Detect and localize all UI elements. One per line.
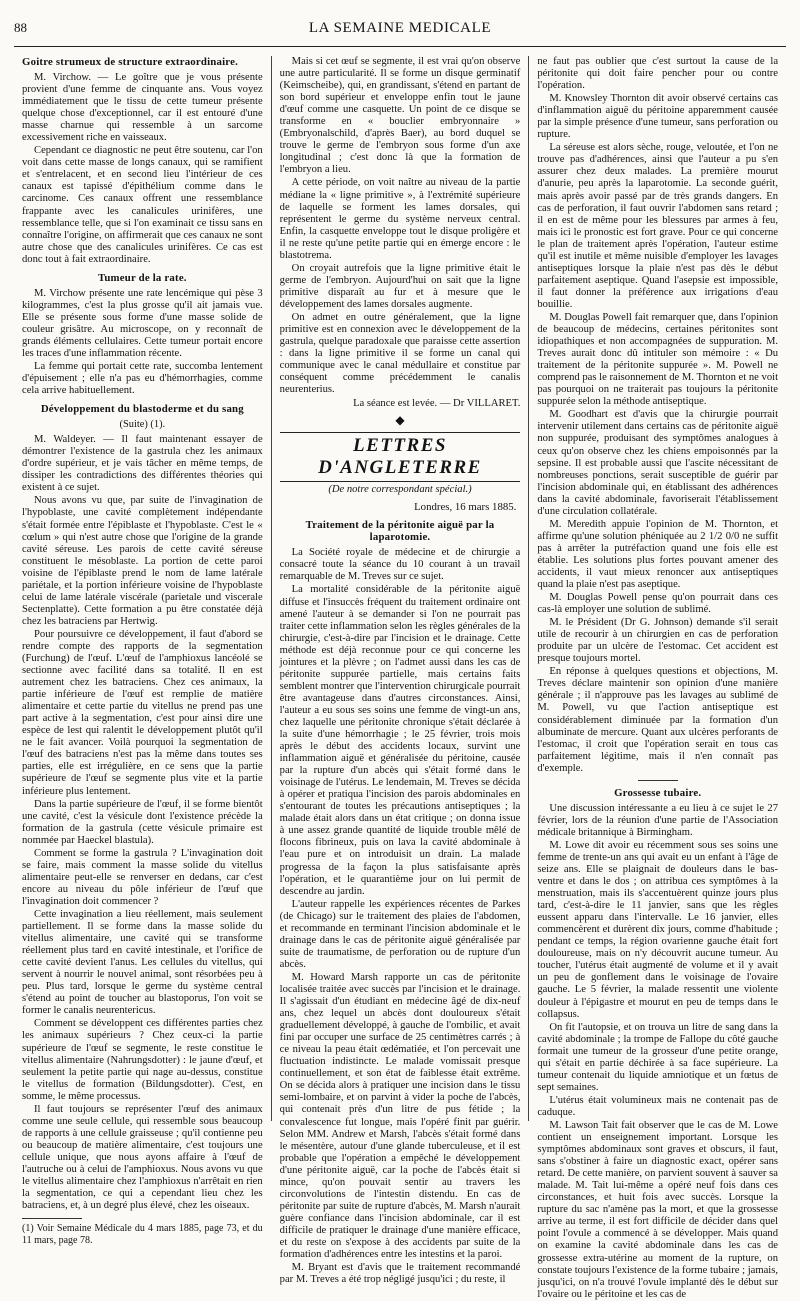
paragraph: Dans la partie supérieure de l'œuf, il se forme bientôt une cavité, c'est la vésicule dont l'existence précède la formation de la gastrula (cette vésicule primaire est nommée par Haeckel blastula). [22,798,263,846]
paragraph: L'utérus était volumineux mais ne contenait pas de caduque. [537,1094,779,1118]
paragraph: Comment se forme la gastrula ? L'invagination doit se faire, mais comment la masse solide du vitellus alimentaire peut-elle se renverser en dedans, car c'est encore au niveau du pôle inférieur de l'œuf que l'invagination doit commencer ? [22,847,263,907]
paragraph: Nous avons vu que, par suite de l'invagination de l'hypoblaste, une cavité complètement indépendante s'était formée entre l'épiblaste et l'hypoblaste. C'est le « cœlum » qui n'est autre chose que l'origine de la grande cavité séreuse. Les parois de cette cavité séreuse constituent le mésoblaste. La portion de cette paroi voisine de l'épiblaste prend le nom de lame latérale pariétale, et la portion inférieure voisine de l'hypoblaste celui de lame latérale viscérale (parietale und viscerale Sectenplatte). Cette formation a pu être constatée déjà chez les batraciens par Hertwig. [22,495,263,627]
paragraph: Cette invagination a lieu réellement, mais seulement partiellement. Il se forme dans la masse solide du vitellus alimentaire, une cavité qui se transforme réellement plus tard en cavité intestinale, et l'orifice de cette cavité devient l'anus. Les cellules du vitellus, qui servent à nourrir le nouvel animal, sont résorbées peu à peu. Plus tard, lorsque le germe du système central s'étend au point de toucher au blastoporus, l'on voit se former le canalis neurentericus. [22,909,263,1017]
paragraph: M. Virchow présente une rate lencémique qui pèse 3 kilogrammes, c'est la plus grosse qu'il ait jamais vue. Elle se présente sous forme d'une masse solide de couleur grisâtre. Au microscope, on y reconnaît de grands éléments cellulaires. Cette tumeur portait encore les traces d'une inflammation récente. [22,287,263,359]
column-2 [271,56,529,1286]
columns [14,56,786,1300]
paragraph: On croyait autrefois que la ligne primitive était le germe de l'embryon. Aujourd'hui on sait que la ligne primitive disparaît au fur et à mesure que le développement des lames dorsales augmente. [279,262,521,310]
section-heading-blastoderme: Développement du blastoderme et du sang [40,403,244,416]
paragraph: M. Lawson Tait fait observer que le cas de M. Lowe contient un enseignement important. Lorsque les symptômes abdominaux sont graves et obscurs, il faut, sans s'obstiner à faire un diagnostic exact, opérer sans retard. De cette manière, on parvient souvent à sauver sa malade. M. Tait lui-même a opéré neuf fois dans ces circonstances, et huit fois avec succès. Lorsque la rupture du sac n'amène pas la mort, et que la grossesse arrive au terme, il est fort difficile de décider dans quel point l'ovule a commencé à se développer. Mais quand on examine la cavité abdominale dans les cas de grossesse extra-utérine au moment de la rupture, on constate toujours l'existence de la forme tubaire ; jamais, jusqu'ici, on n'a trouvé l'ovule implanté dès le début sur l'ovaire ou le péritoine et les cas de [537,1119,779,1300]
paragraph: Mais si cet œuf se segmente, il est vrai qu'on observe une autre particularité. Il se forme un disque germinatif (Keimscheibe), qui, en grandissant, s'étend en partant de son bord supérieur et enveloppe enfin tout le jaune d'œuf comme une casquette. Un point de ce disque se transforme en « bouclier embryonnaire » (Embryonalschild, d'après Baer), au bord duquel se trouve le germe de l'embryon sous forme d'un axe longitudinal ; c'est donc là que la formation de l'embryon a lieu. [279,56,521,176]
footnote-rule [22,1218,82,1219]
paragraph: Pour poursuivre ce développement, il faut d'abord se rendre compte des rapports de la segmentation (Furchung) de l'œuf. L'œuf de l'amphioxus lancéolé se sectionne avec facilité dans sa totalité. Il en est autrement chez les batraciens. Chez ces animaux, la partie inférieure de l'œuf est remplie de matière alimentaire et cette partie du vitellus ne prend pas une part active à la segmentation, c'est pour ainsi dire une espèce de lest qui ralentit le développement plutôt qu'il ne le fait avancer. Voilà pourquoi la segmentation de l'œuf des batraciens n'est pas la même dans toutes ses parties, elle est irrégulière, en ce sens que la partie supérieure de l'œuf se segmente plus vite et la partie inférieure plus lentement. [22,628,263,797]
page-number: 88 [14,20,27,35]
paragraph: On fit l'autopsie, et on trouva un litre de sang dans la cavité abdominale ; la trompe de Fallope du côté gauche formait une tumeur de la grosseur d'une petite orange, qui s'était en partie déchirée à sa face supérieure. La tumeur contenait du liquide amniotique et un fœtus de sept semaines. [537,1021,779,1093]
running-title: LA SEMAINE MEDICALE [308,20,492,36]
dateline: Londres, 16 mars 1885. [414,501,517,514]
lettres-title: LETTRES D'ANGLETERRE [280,432,521,482]
paragraph: M. Meredith appuie l'opinion de M. Thornton, et affirme qu'une solution phéniquée au 2 1/2 0/0 ne suffit pas à arrêter la putréfaction quand une fois elle est établie. Les solutions plus fortes pouvant amener des accidents, il vaut mieux renoncer aux antiseptiques quand la plaie n'est pas aseptique. [537,518,779,591]
paragraph: La séreuse est alors sèche, rouge, veloutée, et l'on ne trouve pas d'adhérences, ainsi que l'auteur a pu s'en assurer chez deux malades. La première mourut d'anurie, peu après la laparotomie. La seconde guérit, mais après avoir passé par de très grands dangers. En cas de perforation, il faut ouvrir l'abdomen sans retard ; il en est de même pour les blessures par armes à feu, mais ici le pronostic est fort grave. Pour ce qui concerne le plan de traitement après l'opération, l'auteur estime qu'il est inutile et même nuisible d'employer les lavages antiseptiques lorsque la plaie n'est pas dès le début parfaitement aseptique. Quand l'asepsie est impossible, il faut donner la préférence aux irrigations d'eau bouillie. [537,142,779,310]
paragraph: Il faut toujours se représenter l'œuf des animaux comme une seule cellule, qui ressemble sous beaucoup de rapports à une cellule graisseuse ; qu'il contienne peu ou beaucoup de matière alimentaire, c'est toujours une cellule unique, que nous ayons affaire à l'œuf de l'autruche ou à celui de l'amphioxus. Nous avons vu que le vitellus alimentaire chez l'amphioxus n'arrêtait en rien la segmentation, ce qui a cependant lieu chez les batraciens, et, à un degré plus élevé, chez les oiseaux. [22,1103,263,1212]
paragraph: Cependant ce diagnostic ne peut être soutenu, car l'on voit dans cette masse de longs canaux, qui se ramifient et s'entrelacent, et en second lieu l'intérieur de ces canaux est tapissé d'épithélium comme dans le carcinome. Ces canaux offrent une ressemblance frappante avec les canalicules urinifères, une ressemblance telle, que si l'on examinait ce tissu sans en connaître l'origine, on affirmerait que ces canaux ne sont autre chose que des canalicules urinifères. Ce cas est donc tout à fait extraordinaire. [22,145,263,265]
paragraph: La mortalité considérable de la péritonite aiguë diffuse et l'insuccès fréquent du traitement ordinaire ont amené l'auteur à se demander si l'on ne pourrait pas traiter cette inflammation selon les règles générales de la chirurgie, c'est-à-dire par l'incision et le drainage. Cette méthode est déjà reconnue pour ce qui concerne les jointures et la plèvre ; on l'admet aussi dans les cas de péritonite suppurée partielle, mais certains faits semblent montrer que l'intervention chirurgicale pourrait être avantageuse dans d'autres circonstances. Ainsi, l'auteur a eu sous ses soins une femme de vingt-un ans, chez laquelle une péritonite chronique s'était déclarée à la suite d'une hémorrhagie ; le 25 février, trois mois après le début des accidents locaux, survint une inflammation aiguë et généralisée du péritoine, causée par la rupture d'un abcès qui s'était formé dans le voisinage de l'utérus. Le lendemain, M. Treves se décida à opérer et pratiqua l'incision des parois abdominales en s'entourant de toutes les précautions antiseptiques ; la malade était alors dans un état critique ; on donna issue à une assez grande quantité de liquide trouble mêlé de flocons fibrineux, puis on lava la cavité abdominale à l'eau pure et on introduisit un drain. La malade progressa de la façon la plus satisfaisante après l'opération, et le quarantième jour on lui permit de descendre au jardin. [279,584,521,897]
paragraph: M. Lowe dit avoir eu récemment sous ses soins une femme de trente-un ans qui avait eu un enfant à l'âge de seize ans. Elle se plaignait de douleurs dans le bas-ventre et dans le dos ; on attribua ces symptômes à la menstruation, mais ils s'accentuèrent quinze jours plus tard, c'est-à-dire le 11 janvier, sans que les règles eussent apparu dans l'intervalle. Le 16 janvier, elles commencèrent et durèrent dix jours, comme d'habitude ; pendant ce temps, la région ovarienne gauche était fort douloureuse, mais on n'y découvrit aucune tumeur. Au toucher, l'utérus était augmenté de volume et il y avait un peu de gonflement dans le voisinage de l'ovaire gauche. Le 5 février, la malade ressentit une violente douleur à l'épigastre et mourut en peu de temps dans le collapsus. [537,839,779,1020]
paragraph: Comment se développent ces différentes parties chez les animaux supérieurs ? Chez ceux-ci la partie supérieure de l'œuf se segmente, le reste constitue le vitellus alimentaire (Nahrungsdotter) : le jaune d'œuf, et seulement la petite partie qui nage au-dessus, constitue le vitellus de formation (Bildungsdotter). C'est, en somme, le même processus. [22,1018,263,1102]
section-subheading: (Suite) (1). [119,419,166,431]
paragraph: M. Bryant est d'avis que le traitement recommandé par M. Treves a été trop négligé jusqu'ici ; du reste, il [279,1262,521,1286]
paragraph: A cette période, on voit naître au niveau de la partie médiane la « ligne primitive », à l'extrémité supérieure de laquelle se forment les lames dorsales, qui représentent le germe du système nerveux central. Enfin, la casquette enveloppe tout le disque proligère et il ne reste qu'une petite partie qui en émerge encore : le blastotrema. [279,177,521,261]
paragraph: M. Virchow. — Le goître que je vous présente provient d'une femme de cinquante ans. Vous voyez immédiatement que le tissu de cette tumeur présente quelque chose d'exceptionnel, car il est entouré d'une masse charnue qui ressemble à un sarcome excessivement riche en vaisseaux. [22,72,263,144]
ornament-diamond-icon: ◆ [395,413,405,428]
paragraph: La femme qui portait cette rate, succomba lentement d'épuisement ; elle n'a pas eu d'hémorrhagies, comme cela arrive habituellement. [22,361,263,397]
column-1 [14,56,271,1247]
header-rule [14,46,786,47]
page-header [14,20,786,44]
paragraph: M. Goodhart est d'avis que la chirurgie pourrait intervenir utilement dans certains cas de péritonite aiguë non suppurée, produisant des symptômes analogues à ceux qu'on observe chez les chiens empoisonnés par la sepsine. Il est probable aussi que l'ascite nécessitant de nombreuses ponctions, serait susceptible de guérir par l'incision abdominale qui, en établissant des adhérences dans la cavité abdominale, favoriserait l'établissement d'une circulation collatérale. [537,409,779,517]
paragraph: M. Knowsley Thornton dit avoir observé certains cas d'inflammation aiguë du péritoine apparemment causée par la simple présence d'une tumeur, sans perforation ou rupture. [537,93,779,141]
paragraph: M. Douglas Powell pense qu'on pourrait dans ces cas-là employer une solution de sublimé. [537,592,779,616]
footnote: (1) Voir Semaine Médicale du 4 mars 1885, page 73, et du 11 mars, page 78. [22,1223,263,1247]
paragraph: La Société royale de médecine et de chirurgie a consacré toute la séance du 10 courant à un travail remarquable de M. Treves sur ce sujet. [279,547,521,583]
paragraph: M. Waldeyer. — Il faut maintenant essayer de démontrer l'existence de la gastrula chez les animaux d'ordre supérieur, et je vais tâcher en même temps, de dissiper les contradictions des différentes théories qui existent à ce sujet. [22,434,263,494]
correspondent-note: (De notre correspondant spécial.) [328,484,472,496]
paragraph: M. Howard Marsh rapporte un cas de péritonite localisée traitée avec succès par l'incision et le drainage. Il s'agissait d'un étudiant en médecine âgé de dix-neuf ans, chez lequel un abcès dont douloureux s'était graduellement développé, à gauche de l'ombilic, et avait fini par occuper une surface de 25 centimètres carrés ; à ce niveau la peau était œdématiée, et l'on percevait une fluctuation indistincte. Le malade vomissait presque continuellement, et son état de faiblesse était extrême. On se décida alors à pratiquer une incision dans le tissu semi-lombaire, et on parvint à vider la poche de l'abcès, qui contenait près d'un litre de pus fétide ; la convalescence fut longue, mais l'opéré finit par guérir. Selon MM. Andrew et Marsh, l'abcès s'était formé dans le mésentère, autour d'une glande tuberculeuse, et il est probable que l'opération a empêché le développement d'une péritonite aiguë, car la poche de l'abcès était si mince, qu'on pouvait sentir au travers les circonvolutions de l'intestin distendu. En cas de péritonite par suite de rupture d'abcès, M. Marsh n'aurait guère confiance dans l'incision abdominale, car il est difficile de pratiquer le drainage d'une manière efficace, et du reste on s'expose à des accidents par suite de la formation d'adhérences entre les intestins et la paroi. [279,971,521,1261]
paragraph: Une discussion intéressante a eu lieu à ce sujet le 27 février, lors de la réunion d'une partie de l'Association médicale britannique à Birmingham. [537,802,779,838]
paragraph: En réponse à quelques questions et objections, M. Treves déclare maintenir son opinion d'une manière générale ; il n'approuve pas les lavages au sublimé de M. Powell, vu que l'action antiseptique est considérablement diminuée par la formation d'un albuminate de mercure. Quant aux ulcères perforants de l'estomac, il croit que l'opération serait en tous cas parfaitement légitime, mais il n'en connaît pas d'exemple. [537,666,779,774]
section-heading-goitre: Goitre strumeux de structure extraordinaire. [22,56,238,68]
paragraph: On admet en outre généralement, que la ligne primitive est en connexion avec le développement de la gastrula, quelque paradoxale que paraisse cette assertion : dans la ligne primitive il se forme un canal qui communique avec le canal médullaire et constitue par conséquent comme précédemment le canalis neurenterius. [279,311,521,396]
separator-rule [638,780,678,781]
paragraph: L'auteur rappelle les expériences récentes de Parkes (de Chicago) sur le traitement des plaies de l'abdomen, et recommande en terminant l'incision abdominale et le drainage dans le cas de péritonite aiguë généralisée par suite de traumatisme, de perforation ou de rupture d'un abcès. [279,898,521,970]
paragraph: M. Douglas Powell fait remarquer que, dans l'opinion de beaucoup de médecins, certaines péritonites sont idiopathiques et non accompagnées de suppuration. M. Treves aurait donc dû intituler son mémoire : « Du traitement de la péritonite suppurée ». M. Powell ne comprend pas le raisonnement de M. Thornton et ne voit pas pourquoi on ne traiterait pas toujours la péritonite suppurée selon la méthode antiseptique. [537,311,779,408]
paragraph: M. le Président (Dr G. Johnson) demande s'il serait utile de recourir à un chirurgien en cas de perforation produite par un ulcère de l'estomac. Cet accident est presque toujours mortel. [537,617,779,665]
section-heading-rate: Tumeur de la rate. [97,271,187,284]
section-heading-grossesse: Grossesse tubaire. [614,786,702,799]
session-closing: La séance est levée. — Dr VILLARET. [353,398,521,410]
section-heading-peritonite: Traitement de la péritonite aiguë par la laparotomie. [305,519,495,544]
paragraph: ne faut pas oublier que c'est surtout la cause de la péritonite qui doit faire pencher pour ou contre l'opération. [537,56,779,92]
column-3 [528,56,786,1300]
